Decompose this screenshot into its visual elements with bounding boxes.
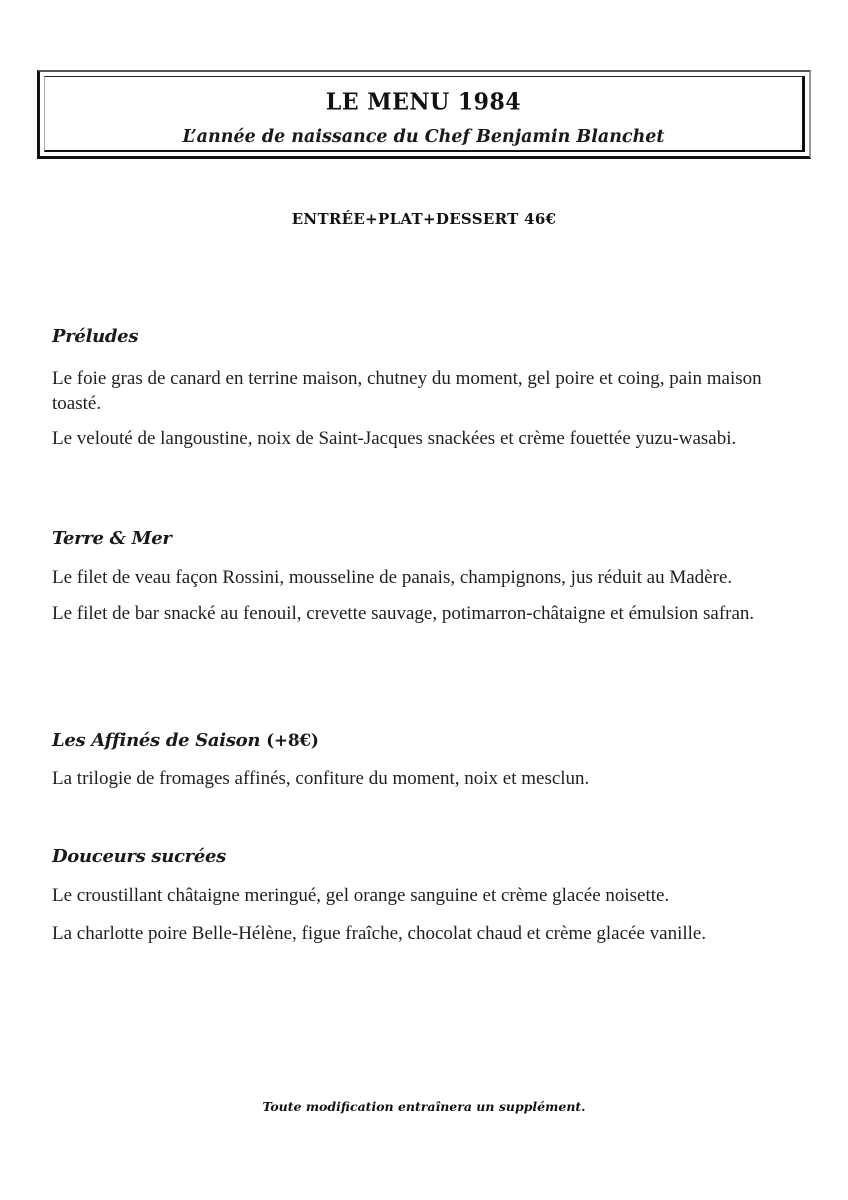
dish-item: Le filet de bar snacké au fenouil, crevette sauvage, potimarron-châtaigne et émulsion safran. [52, 602, 755, 624]
footer-note: Toute modification entraînera un supplément. [262, 1099, 586, 1114]
menu-title: LE MENU 1984 [325, 88, 522, 116]
menu-header-inner-border [44, 76, 805, 152]
section-title [52, 729, 812, 753]
section-title [52, 527, 812, 551]
section-title [52, 325, 812, 349]
dish-item: Le croustillant châtaigne meringué, gel orange sanguine et crème glacée noisette. [52, 885, 670, 906]
dish-item: La charlotte poire Belle-Hélène, figue fraîche, chocolat chaud et crème glacée vanille. [52, 922, 707, 944]
dish-item: Le velouté de langoustine, noix de Saint-Jacques snackées et crème fouettée yuzu-wasabi. [52, 428, 737, 449]
dish-item: Le foie gras de canard en terrine maison, chutney du moment, gel poire et coing, pain maison toasté. [52, 368, 762, 414]
section-preludes [52, 325, 812, 452]
dish-item: La trilogie de fromages affinés, confiture du moment, noix et mesclun. [52, 768, 590, 789]
dish-item: Le filet de veau façon Rossini, mousseline de panais, champignons, jus réduit au Madère. [52, 567, 733, 588]
formula-price: ENTRÉE+PLAT+DESSERT 46€ [291, 210, 557, 228]
section-title [52, 845, 812, 869]
section-title-text: Préludes [52, 326, 139, 347]
section-affines [52, 729, 812, 792]
menu-subtitle: L’année de naissance du Chef Benjamin Blanchet [182, 127, 665, 147]
section-douceurs [52, 845, 812, 946]
menu-header-box [37, 70, 811, 159]
supplement-price: (+8€) [266, 731, 319, 751]
section-title-text: Douceurs sucrées [52, 846, 226, 867]
section-title-text: Les Affinés de Saison [52, 730, 261, 751]
section-terre-mer [52, 527, 812, 626]
section-title-text: Terre & Mer [52, 528, 172, 549]
